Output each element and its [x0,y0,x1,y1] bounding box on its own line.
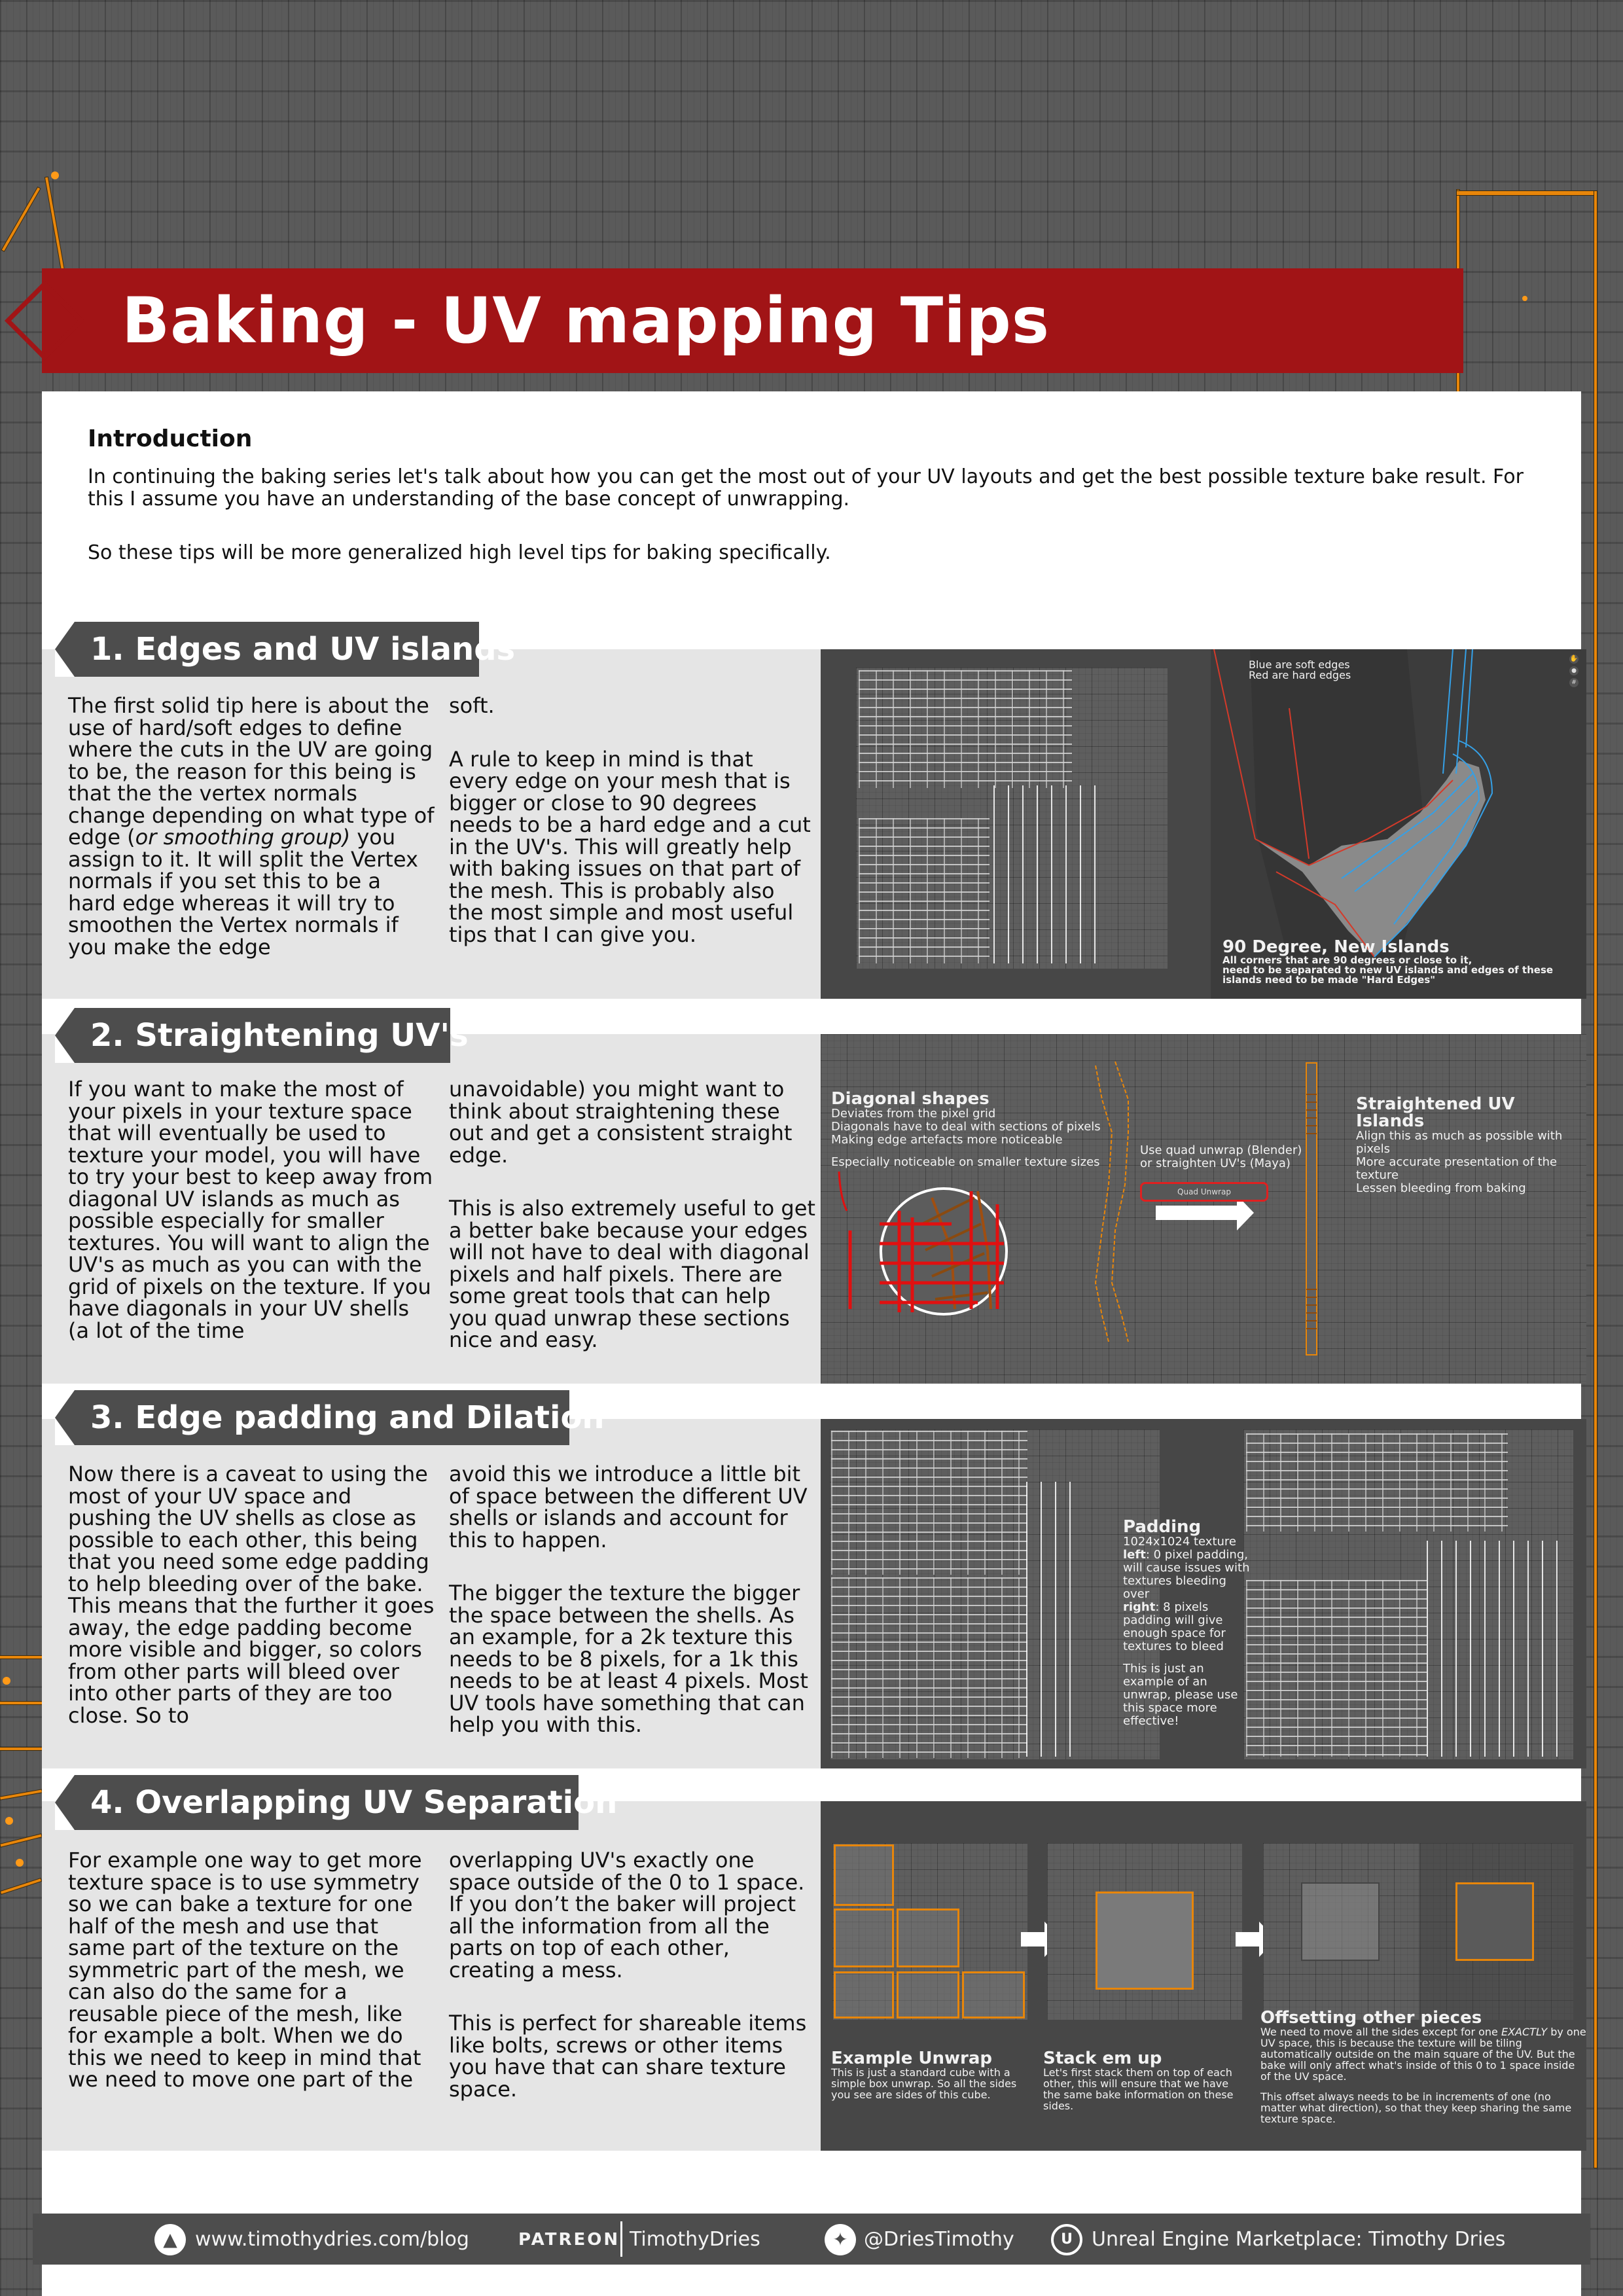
hand-icon[interactable]: ✋ [1569,655,1578,662]
page-title: Baking - UV mapping Tips [122,284,1050,357]
legend-soft-edges: Blue are soft edges [1249,658,1350,671]
uv-island [897,1971,959,2018]
caption-text: : 0 pixel padding, will cause issues with textures bleeding over [1123,1548,1250,1601]
bg-edge [45,177,65,274]
section-3-image-panel [821,1419,1586,1768]
quad-unwrap-button[interactable] [1140,1182,1268,1202]
legend-hard-edges: Red are hard edges [1249,669,1351,681]
patreon-link[interactable]: TimothyDries [630,2228,760,2251]
section-2-column-1: If you want to make the most of your pixels in your texture space that will eventually be used to texture your model, you will have to try your best to keep away from diagonal UV islands as much as possible especially for smaller textures. You will want to align the UV's as much as you can with the grid of pixels on the texture. If you have diagonals in your UV shells (a lot of the time [68,1077,433,1343]
uv-layout-preview [856,668,1168,969]
grid-icon[interactable]: # [1569,678,1578,687]
caption-title: Stack em up [1043,2049,1162,2068]
intro-heading: Introduction [88,425,253,452]
uv-island [834,1844,894,1906]
caption-title: Padding [1123,1517,1202,1537]
bg-vertex [1522,296,1527,301]
uv-island-stacked [1096,1892,1194,1990]
bg-edge [1,1878,41,1894]
offsetting-caption [1260,2009,1586,2125]
twitter-icon: ✦ [825,2224,856,2255]
viewport-controls [1569,655,1580,687]
caption-title: 90 Degree, New Islands [1222,937,1450,957]
caption-bold: right [1123,1600,1156,1614]
paragraph: unavoidable) you might want to think about straightening these out and get a consistent straight edge. [449,1077,793,1168]
button-label: Quad Unwrap [1177,1187,1231,1196]
section-1-heading: 1. Edges and UV islands [55,622,479,677]
text-italic: EXACTLY [1501,2026,1548,2038]
uv-islands [831,1431,1027,1575]
text: by one UV space, this is because the texture will be tiling automatically outside on the main square of the UV. But the bake will only affect what's inside of this 0 to 1 space inside of the UV space. [1260,2026,1586,2083]
uv-island [834,1971,894,2018]
section-4-heading: 4. Overlapping UV Separation [55,1775,579,1830]
caption-line: islands need to be made "Hard Edges" [1222,974,1436,986]
caption-line: Deviates from the pixel grid [831,1107,996,1121]
paragraph: overlapping UV's exactly one space outside of the 0 to 1 space. If you don’t the baker will project all the information from all the parts on top of each other, creating a mess. [449,1848,805,1982]
bg-vertex [16,1859,24,1867]
uv-island [962,1971,1025,2018]
section-1-image-panel [821,649,1586,999]
arrow-right-icon [1021,1932,1044,1946]
text: you assign to it. It will split the Vertex normals if you set this to be a hard edge whereas it will try to smoothen the Vertex normals if you make the edge [68,825,418,960]
bg-edge [0,1656,42,1659]
camera-icon[interactable]: ● [1569,666,1578,675]
straightened-islands-caption [1356,1096,1586,1195]
bg-vertex [51,171,59,179]
section-3-column-1: Now there is a caveat to using the most of your UV space and pushing the UV shells as close as possible to each other, this being that you need some edge padding to help bleeding over of the bake. This means that the further it goes away, the edge padding become more visible and bigger, so colors from other parts will bleed over into other parts of they are too close. So to [68,1462,435,1728]
caption-line: Use quad unwrap (Blender) [1140,1143,1302,1157]
unreal-engine-icon: U [1051,2224,1082,2255]
bg-vertex [5,1817,13,1825]
uv-islands [1246,1580,1427,1757]
caption-text: Let's first stack them on top of each other, this will ensure that we have the same bake information on these sides. [1043,2066,1234,2112]
section-4-column-2 [449,1850,815,2100]
section-3-heading: 3. Edge padding and Dilation [55,1390,569,1445]
uv-layout-no-padding [830,1429,1160,1759]
section-1-column-2 [449,695,815,946]
section-3-column-2 [449,1463,815,1736]
section-1-column-1 [68,695,435,958]
caption-text: : 8 pixels padding will give enough space for textures to bleed [1123,1600,1226,1653]
uv-island-offset [1455,1882,1534,1961]
edge-legend [1249,660,1351,681]
diagonal-shapes-caption [831,1090,1101,1169]
tool-hint [1140,1144,1302,1170]
intro-paragraph: In continuing the baking series let's talk about how you can get the most out of your UV layouts and get the best possible texture bake result. For this I assume you have an understanding of the base concept of unwrapping. [88,465,1524,511]
caption-line: Diagonals have to deal with sections of pixels [831,1120,1101,1134]
arrow-right-icon [1156,1206,1237,1220]
bg-edge [0,1748,42,1750]
caption-line: 1024x1024 texture [1123,1535,1237,1549]
caption-text: This offset always needs to be in increments of one (no matter what direction), so that they keep sharing the same texture space. [1260,2090,1572,2125]
bg-edge [1457,191,1597,195]
unreal-marketplace-link[interactable]: Unreal Engine Marketplace: Timothy Dries [1092,2228,1506,2251]
section-4-image-panel [821,1801,1586,2151]
3d-viewport [1211,649,1586,999]
paragraph: soft. [449,693,495,718]
patreon-separator [620,2221,622,2257]
text: The first solid tip here is about the use of hard/soft edges to define where the cuts in the UV are going to be, the reason for this being is that the the vertex normals change depending on what type of edge ( [68,693,435,850]
section-2-image-panel [821,1034,1586,1384]
bg-edge [0,1789,42,1799]
uv-islands [859,670,1072,788]
text-italic: or smoothing group) [135,825,351,850]
artstation-icon: ▲ [154,2224,186,2255]
caption-note: Especially noticeable on smaller texture sizes [831,1155,1100,1169]
uv-islands [1427,1541,1571,1757]
patreon-logo: PATREON [518,2230,620,2250]
blog-link[interactable]: www.timothydries.com/blog [195,2228,469,2251]
bg-edge [0,1702,42,1704]
bg-edge [2,187,40,251]
section-1-caption [1222,939,1576,985]
example-unwrap-view [832,1843,1027,2020]
bg-vertex [3,1677,10,1685]
paragraph: The bigger the texture the bigger the space between the shells. As an example, for a 2k texture this needs to be 8 pixels, for a 1k this needs to be at least 4 pixels. Most UV tools have something that can help you with this. [449,1581,808,1737]
caption-text [1260,2026,1586,2082]
paragraph: This is also extremely useful to get a better bake because your edges will not have to deal with diagonal pixels and half pixels. There are some great tools that can help you quad unwrap these sections nice and easy. [449,1196,815,1352]
uv-island [834,1909,894,1967]
intro-paragraph: So these tips will be more generalized high level tips for baking specifically. [88,541,831,564]
paragraph: A rule to keep in mind is that every edge on your mesh that is bigger or close to 90 degrees needs to be a hard edge and a cut in the UV's. This will greatly help with baking issues on that part of the mesh. This is probably also the most simple and most useful tips that I can give you. [449,746,811,947]
uv-island [1301,1882,1380,1961]
text: We need to move all the sides except for one [1260,2026,1501,2038]
caption-line: All corners that are 90 degrees or close to it, [1222,954,1472,966]
uv-islands [993,785,1105,963]
section-4-column-1: For example one way to get more texture space is to use symmetry so we can bake a texture for one half of the mesh and use that same part of the texture on the symmetric part of the mesh, we can also do the same for a reusable piece of the mesh, like for example a bolt. When we do this we need to keep in mind that we need to move one part of the [68,1848,422,2092]
caption-line: Lessen bleeding from baking [1356,1181,1526,1195]
uv-islands [1026,1482,1072,1757]
caption-line: need to be separated to new UV islands and edges of these [1222,964,1554,976]
caption-line: More accurate presentation of the texture [1356,1155,1558,1182]
caption-line: Align this as much as possible with pixels [1356,1129,1563,1156]
arrow-right-icon [1236,1932,1259,1946]
section-2-heading: 2. Straightening UV's [55,1008,450,1063]
caption-line [1123,1549,1254,1601]
bg-edge [1594,191,1597,2168]
uv-islands [831,1577,1027,1758]
example-unwrap-caption [831,2050,1027,2100]
section-2-column-2 [449,1079,815,1352]
twitter-link[interactable]: @DriesTimothy [864,2228,1014,2251]
caption-text: This is just a standard cube with a simple box unwrap. So all the sides you see are sides of this cube. [831,2066,1017,2101]
caption-bold: left [1123,1548,1146,1562]
uv-islands [1246,1433,1508,1532]
caption-line: Making edge artefacts more noticeable [831,1133,1063,1147]
caption-note: This is just an example of an unwrap, please use this space more effective! [1123,1662,1238,1728]
offset-view [1263,1843,1573,2020]
uv-island [897,1909,959,1967]
padding-caption [1123,1518,1254,1728]
caption-title: Example Unwrap [831,2049,992,2068]
paragraph: This is perfect for shareable items like bolts, screws or other items you have that can share texture space. [449,2011,807,2102]
stacked-view [1047,1843,1242,2020]
caption-line: or straighten UV's (Maya) [1140,1157,1291,1170]
caption-title: Offsetting other pieces [1260,2008,1482,2028]
caption-title: Straightened UV Islands [1356,1094,1515,1131]
caption-line [1123,1601,1254,1653]
bg-edge [0,1834,41,1846]
paragraph: avoid this we introduce a little bit of space between the different UV shells or islands and account for this to happen. [449,1462,808,1552]
stack-em-up-caption [1043,2050,1246,2111]
caption-title: Diagonal shapes [831,1089,990,1109]
uv-layout-8px-padding [1243,1429,1573,1759]
uv-islands [859,818,990,963]
